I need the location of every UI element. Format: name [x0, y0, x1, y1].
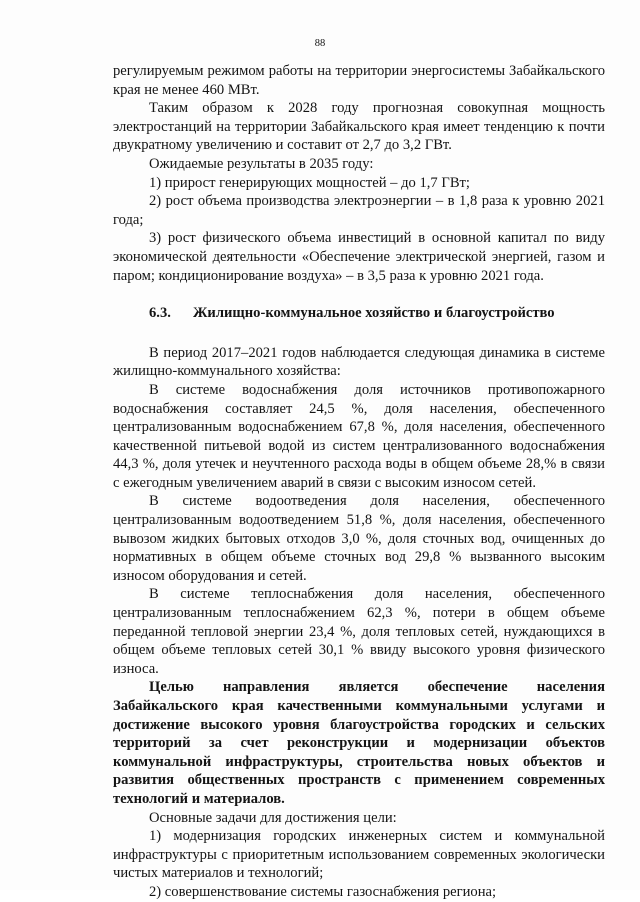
goal-paragraph: Целью направления является обеспечение населения Забайкальского края качественными коммунальными услугами и достижение высокого уровня благоустройства городских и сельских территорий за счет реконструкции и модернизации объектов коммунальной инфраструктуры, строительства новых объектов и развития общественных пространств с применением современных технологий и материалов.	[113, 679, 605, 807]
document-body	[113, 62, 605, 902]
paragraph: В период 2017–2021 годов наблюдается следующая динамика в системе жилищно-коммунального хозяйства:	[113, 344, 605, 380]
list-item: 1) прирост генерирующих мощностей – до 1,7 ГВт;	[149, 174, 470, 191]
list-item: 2) рост объема производства электроэнергии – в 1,8 раза к уровню 2021 года;	[113, 193, 605, 228]
list-item: 1) модернизация городских инженерных систем и коммунальной инфраструктуры с приоритетным использованием современных экологически чистых материалов и технологий;	[113, 828, 605, 882]
paragraph: В системе водоотведения доля населения, обеспеченного централизованным водоотведением 51,8 %, доля населения, обеспеченного вывозом жидких бытовых отходов 3,0 %, доля сточных вод, очищенных до нормативных в общем объеме сточных вод 29,8 % вызванного высоким износом оборудования и сетей.	[113, 493, 605, 584]
paragraph: В системе водоснабжения доля источников противопожарного водоснабжения составляет 24,5 %, доля населения, обеспеченного централизованным водоснабжением 67,8 %, доля населения, обеспеченного качественной питьевой водой из систем централизованного водоснабжения 44,3 %, доля утечек и неучтенного расхода воды в общем объеме 28,% в связи с ежегодным увеличением аварий в связи с высоким износом сетей.	[113, 381, 605, 491]
page-number: 88	[314, 38, 326, 49]
paragraph: В системе теплоснабжения доля населения, обеспеченного централизованным теплоснабжением 62,3 %, потери в общем объеме переданной тепловой энергии 23,4 %, доля тепловых сетей, нуждающихся в общем объеме тепловых сетей 30,1 % ввиду высокого уровня физического износа.	[113, 586, 605, 677]
list-item: 3) рост физического объема инвестиций в основной капитал по виду экономической деятельности «Обеспечение электрической энергией, газом и паром; кондиционирование воздуха» – в 3,5 раза к уровню 2021 года.	[113, 230, 605, 284]
paragraph: регулируемым режимом работы на территории энергосистемы Забайкальского края не менее 460 МВт.	[113, 63, 605, 98]
section-heading	[113, 304, 605, 323]
paragraph: Ожидаемые результаты в 2035 году:	[149, 155, 374, 172]
paragraph: Таким образом к 2028 году прогнозная совокупная мощность электростанций на территории Забайкальского края имеет тенденцию к почти двукратному увеличению и составит от 2,7 до 3,2 ГВт.	[113, 100, 605, 154]
paragraph: Основные задачи для достижения цели:	[149, 809, 397, 826]
list-item: 2) совершенствование системы газоснабжения региона;	[149, 883, 497, 900]
section-title: Жилищно-коммунальное хозяйство и благоустройство	[193, 305, 555, 322]
section-number: 6.3.	[149, 305, 171, 322]
